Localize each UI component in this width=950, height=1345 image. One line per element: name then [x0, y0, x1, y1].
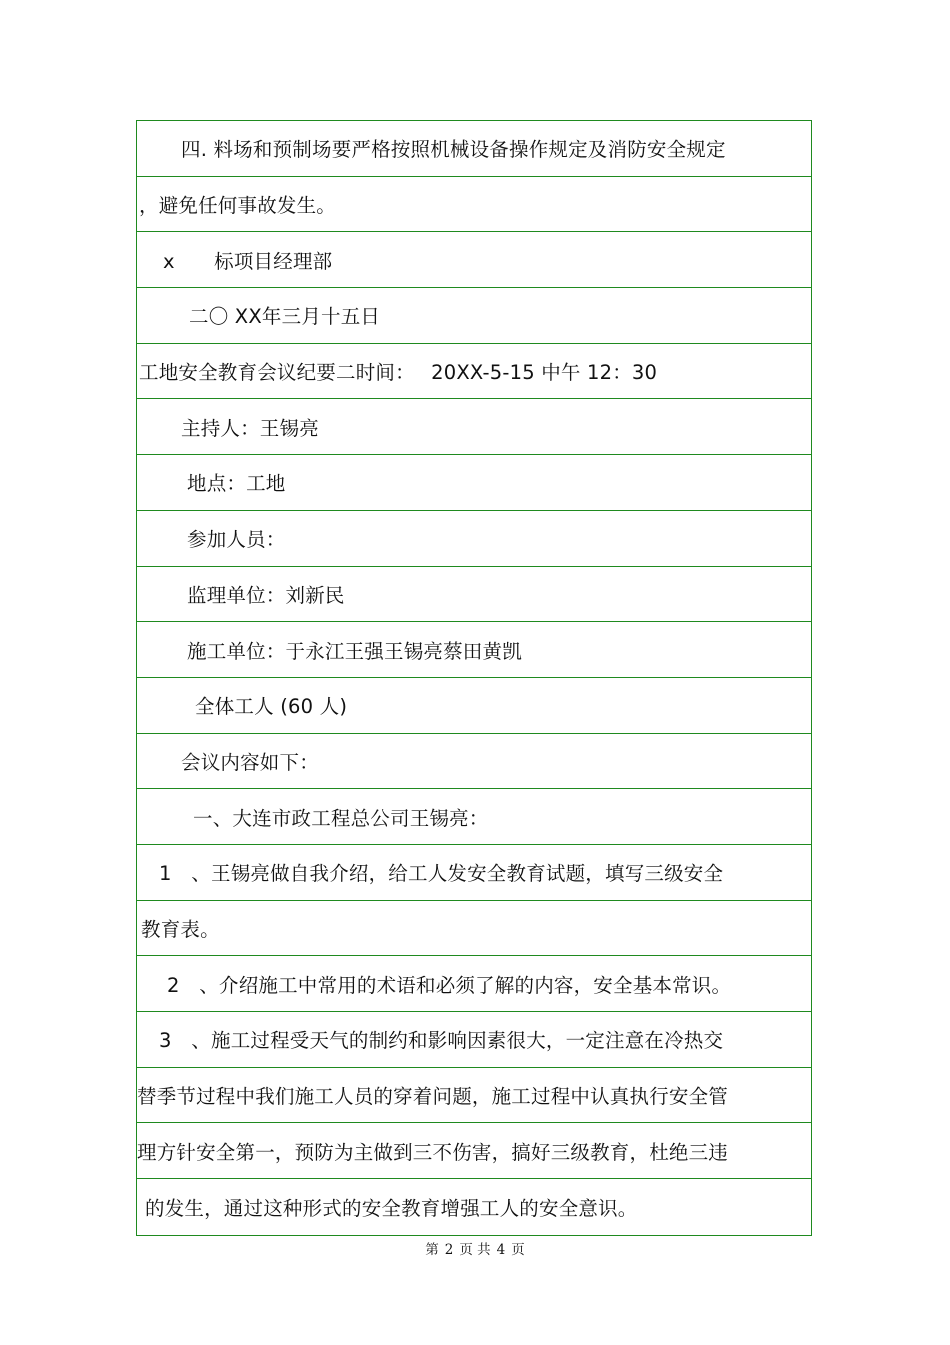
table-row [137, 511, 811, 567]
table-row [137, 1179, 811, 1235]
table-row [137, 1012, 811, 1068]
table-row [137, 789, 811, 845]
date-line: 二〇 XX年三月十五日 [189, 305, 381, 329]
text-line: 3 、施工过程受天气的制约和影响因素很大，一定注意在冷热交 [159, 1029, 724, 1053]
text-line: 1 、王锡亮做自我介绍，给工人发安全教育试题，填写三级安全 [159, 862, 724, 886]
table-row [137, 344, 811, 400]
table-row [137, 399, 811, 455]
table-row [137, 455, 811, 511]
table-row [137, 845, 811, 901]
text-line: ，避免任何事故发生。 [139, 194, 337, 218]
page-footer [0, 1238, 950, 1258]
footer-middle: 页 共 [459, 1242, 491, 1258]
footer-suffix: 页 [511, 1242, 525, 1258]
text-line: 2 、介绍施工中常用的术语和必须了解的内容，安全基本常识。 [167, 973, 732, 997]
footer-prefix: 第 [425, 1242, 439, 1258]
location-line: 地点：工地 [187, 472, 286, 496]
text-line: 教育表。 [141, 917, 220, 941]
text-line: x 标项目经理部 [163, 249, 333, 273]
meeting-title-line: 工地安全教育会议纪要二时间： 20XX-5-15 中午 12：30 [139, 361, 658, 385]
section-heading: 一、大连市政工程总公司王锡亮： [193, 806, 489, 830]
page-number: 2 [444, 1242, 454, 1258]
text-line: 四. 料场和预制场要严格按照机械设备操作规定及消防安全规定 [181, 138, 726, 162]
table-row [137, 1068, 811, 1124]
table-row [137, 901, 811, 957]
host-line: 主持人：王锡亮 [181, 416, 319, 440]
table-row [137, 678, 811, 734]
workers-line: 全体工人 (60 人) [195, 695, 348, 719]
table-row [137, 1123, 811, 1179]
supervisor-line: 监理单位：刘新民 [187, 583, 345, 607]
participants-line: 参加人员： [187, 528, 286, 552]
table-row [137, 734, 811, 790]
contractor-line: 施工单位：于永江王强王锡亮蔡田黄凯 [187, 639, 522, 663]
text-line: 的发生，通过这种形式的安全教育增强工人的安全意识。 [145, 1196, 638, 1220]
table-row [137, 622, 811, 678]
table-row [137, 288, 811, 344]
document-table [136, 120, 812, 1236]
page-total: 4 [496, 1242, 506, 1258]
text-line: 理方针安全第一，预防为主做到三不伤害，搞好三级教育，杜绝三违 [137, 1140, 729, 1164]
table-row [137, 956, 811, 1012]
content-heading: 会议内容如下： [181, 750, 319, 774]
table-row [137, 567, 811, 623]
table-row [137, 121, 811, 177]
table-row [137, 232, 811, 288]
table-row [137, 177, 811, 233]
text-line: 替季节过程中我们施工人员的穿着问题，施工过程中认真执行安全管 [137, 1085, 729, 1109]
